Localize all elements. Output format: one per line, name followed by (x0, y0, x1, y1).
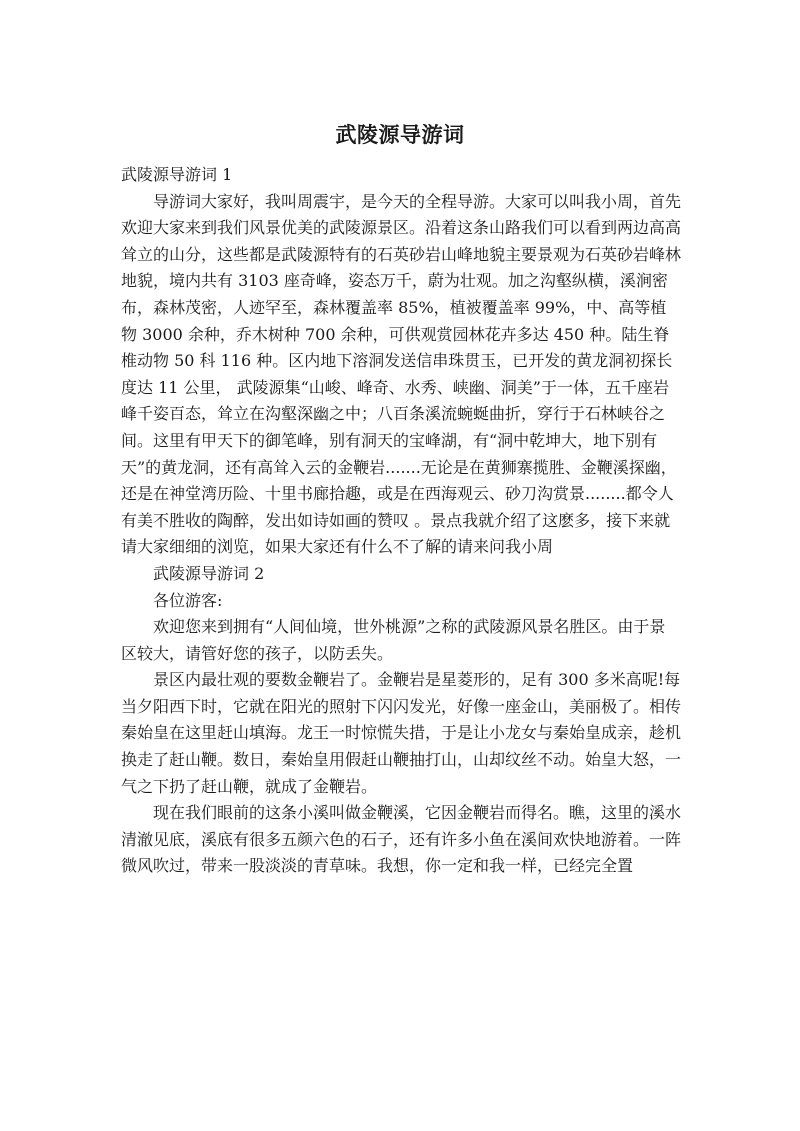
document-body (121, 162, 681, 880)
document-title: 武陵源导游词 (335, 123, 465, 147)
section-heading-2: 武陵源导游词 2 (153, 563, 265, 583)
paragraph: 各位游客: (153, 590, 223, 610)
paragraph: 景区内最壮观的要数金鞭岩了。金鞭岩是星菱形的，足有 300 多米高呢!每当夕阳西下时，它就在阳光的照射下闪闪发光，好像一座金山，美丽极了。相传秦始皇在这里赶山填海。龙王一时惊慌失措，于是让小龙女与秦始皇成亲，趁机换走了赶山鞭。数日，秦始皇用假赶山鞭抽打山，山却纹丝不动。始皇大怒，一气之下扔了赶山鞭，就成了金鞭岩。 (121, 670, 682, 796)
paragraph: 欢迎您来到拥有“人间仙境，世外桃源”之称的武陵源风景名胜区。由于景区较大，请管好您的孩子，以防丢失。 (121, 617, 666, 663)
paragraph: 导游词大家好，我叫周震宇，是今天的全程导游。大家可以叫我小周，首先欢迎大家来到我们风景优美的武陵源景区。沿着这条山路我们可以看到两边高高耸立的山分，这些都是武陵源特有的石英砂岩山峰地貌主要景观为石英砂岩峰林地貌，境内共有 3103 座奇峰，姿态万千，蔚为壮观。加之沟壑纵横，溪涧密布，森林茂密，人迹罕至，森林覆盖率 85%，植被覆盖率 99%，中、高等植物 3000 余种，乔木树种 700 余种，可供观赏园林花卉多达 450 种。陆生脊椎动物 50 科 116 种。区内地下溶洞发送信串珠贯玉，已开发的黄龙洞初探长度达 11 公里， 武陵源集“山峻、峰奇、水秀、峡幽、洞美”于一体，五千座岩峰千姿百态，耸立在沟壑深幽之中；八百条溪流蜿蜒曲折，穿行于石林峡谷之间。这里有甲天下的御笔峰，别有洞天的宝峰湖，有“洞中乾坤大，地下别有天”的黄龙洞，还有高耸入云的金鞭岩.......无论是在黄狮寨揽胜、金鞭溪探幽，还是在神堂湾历险、十里书廊拾趣，或是在西海观云、砂刀沟赏景........都令人有美不胜收的陶醉，发出如诗如画的赞叹 。景点我就介绍了这麽多，接下来就请大家细细的浏览，如果大家还有什么不了解的请来问我小周 (121, 191, 682, 557)
section-heading-1: 武陵源导游词 1 (121, 165, 233, 184)
paragraph: 现在我们眼前的这条小溪叫做金鞭溪，它因金鞭岩而得名。瞧，这里的溪水清澈见底，溪底有很多五颜六色的石子，还有许多小鱼在溪间欢快地游着。一阵微风吹过，带来一股淡淡的青草味。我想，你一定和我一样，已经完全置 (121, 803, 682, 876)
